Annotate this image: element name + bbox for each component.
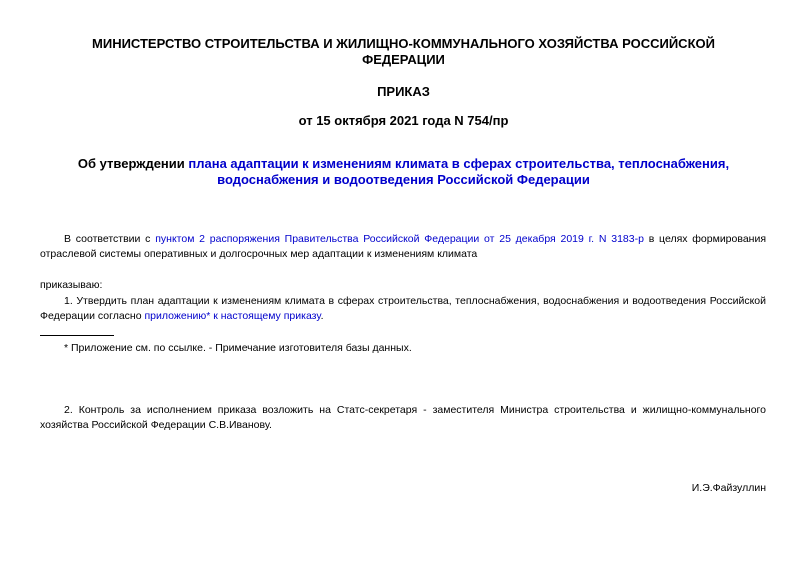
subject-plan-link[interactable]: плана адаптации к изменениям климата в сферах строительства, теплоснабжения, водоснабжения и водоотведения Российской Федерации (188, 156, 730, 187)
orders-word: приказываю: (40, 279, 103, 291)
government-order-link[interactable]: пунктом 2 распоряжения Правительства Российской Федерации от 25 декабря 2019 г. N 3183-р (155, 233, 644, 245)
appendix-link[interactable]: приложению* к настоящему приказу (144, 310, 321, 322)
order-date: от 15 октября 2021 года N 754/пр (298, 113, 509, 128)
footnote: * Приложение см. по ссылке. - Примечание изготовителя базы данных. (64, 342, 412, 354)
order-type-heading: ПРИКАЗ (377, 84, 430, 99)
ministry-name: МИНИСТЕРСТВО СТРОИТЕЛЬСТВА И ЖИЛИЩНО-КОММУНАЛЬНОГО ХОЗЯЙСТВА РОССИЙСКОЙ ФЕДЕРАЦИИ (92, 36, 715, 67)
item1-end: . (320, 310, 324, 322)
order-item-1 (40, 294, 766, 324)
item1-text: 1. Утвердить план адаптации к изменениям климата в сферах строительства, теплоснабжения, водоснабжения и водоотведения Российской Федерации согласно (40, 295, 766, 322)
subject-prefix: Об утверждении (77, 156, 189, 171)
order-item-2: 2. Контроль за исполнением приказа возложить на Статс-секретаря - заместителя Министра строительства и жилищно-коммунального хозяйства Российской Федерации С.В.Иванову. (40, 404, 766, 431)
preamble-after: в целях формирования отраслевой системы оперативных и долгосрочных мер адаптации к изменениям климата (40, 233, 767, 260)
signature: И.Э.Файзуллин (691, 482, 766, 494)
order-subject (40, 156, 767, 188)
footnote-divider (40, 335, 114, 336)
preamble-before: В соответствии с (64, 233, 156, 245)
preamble-paragraph (40, 232, 766, 262)
